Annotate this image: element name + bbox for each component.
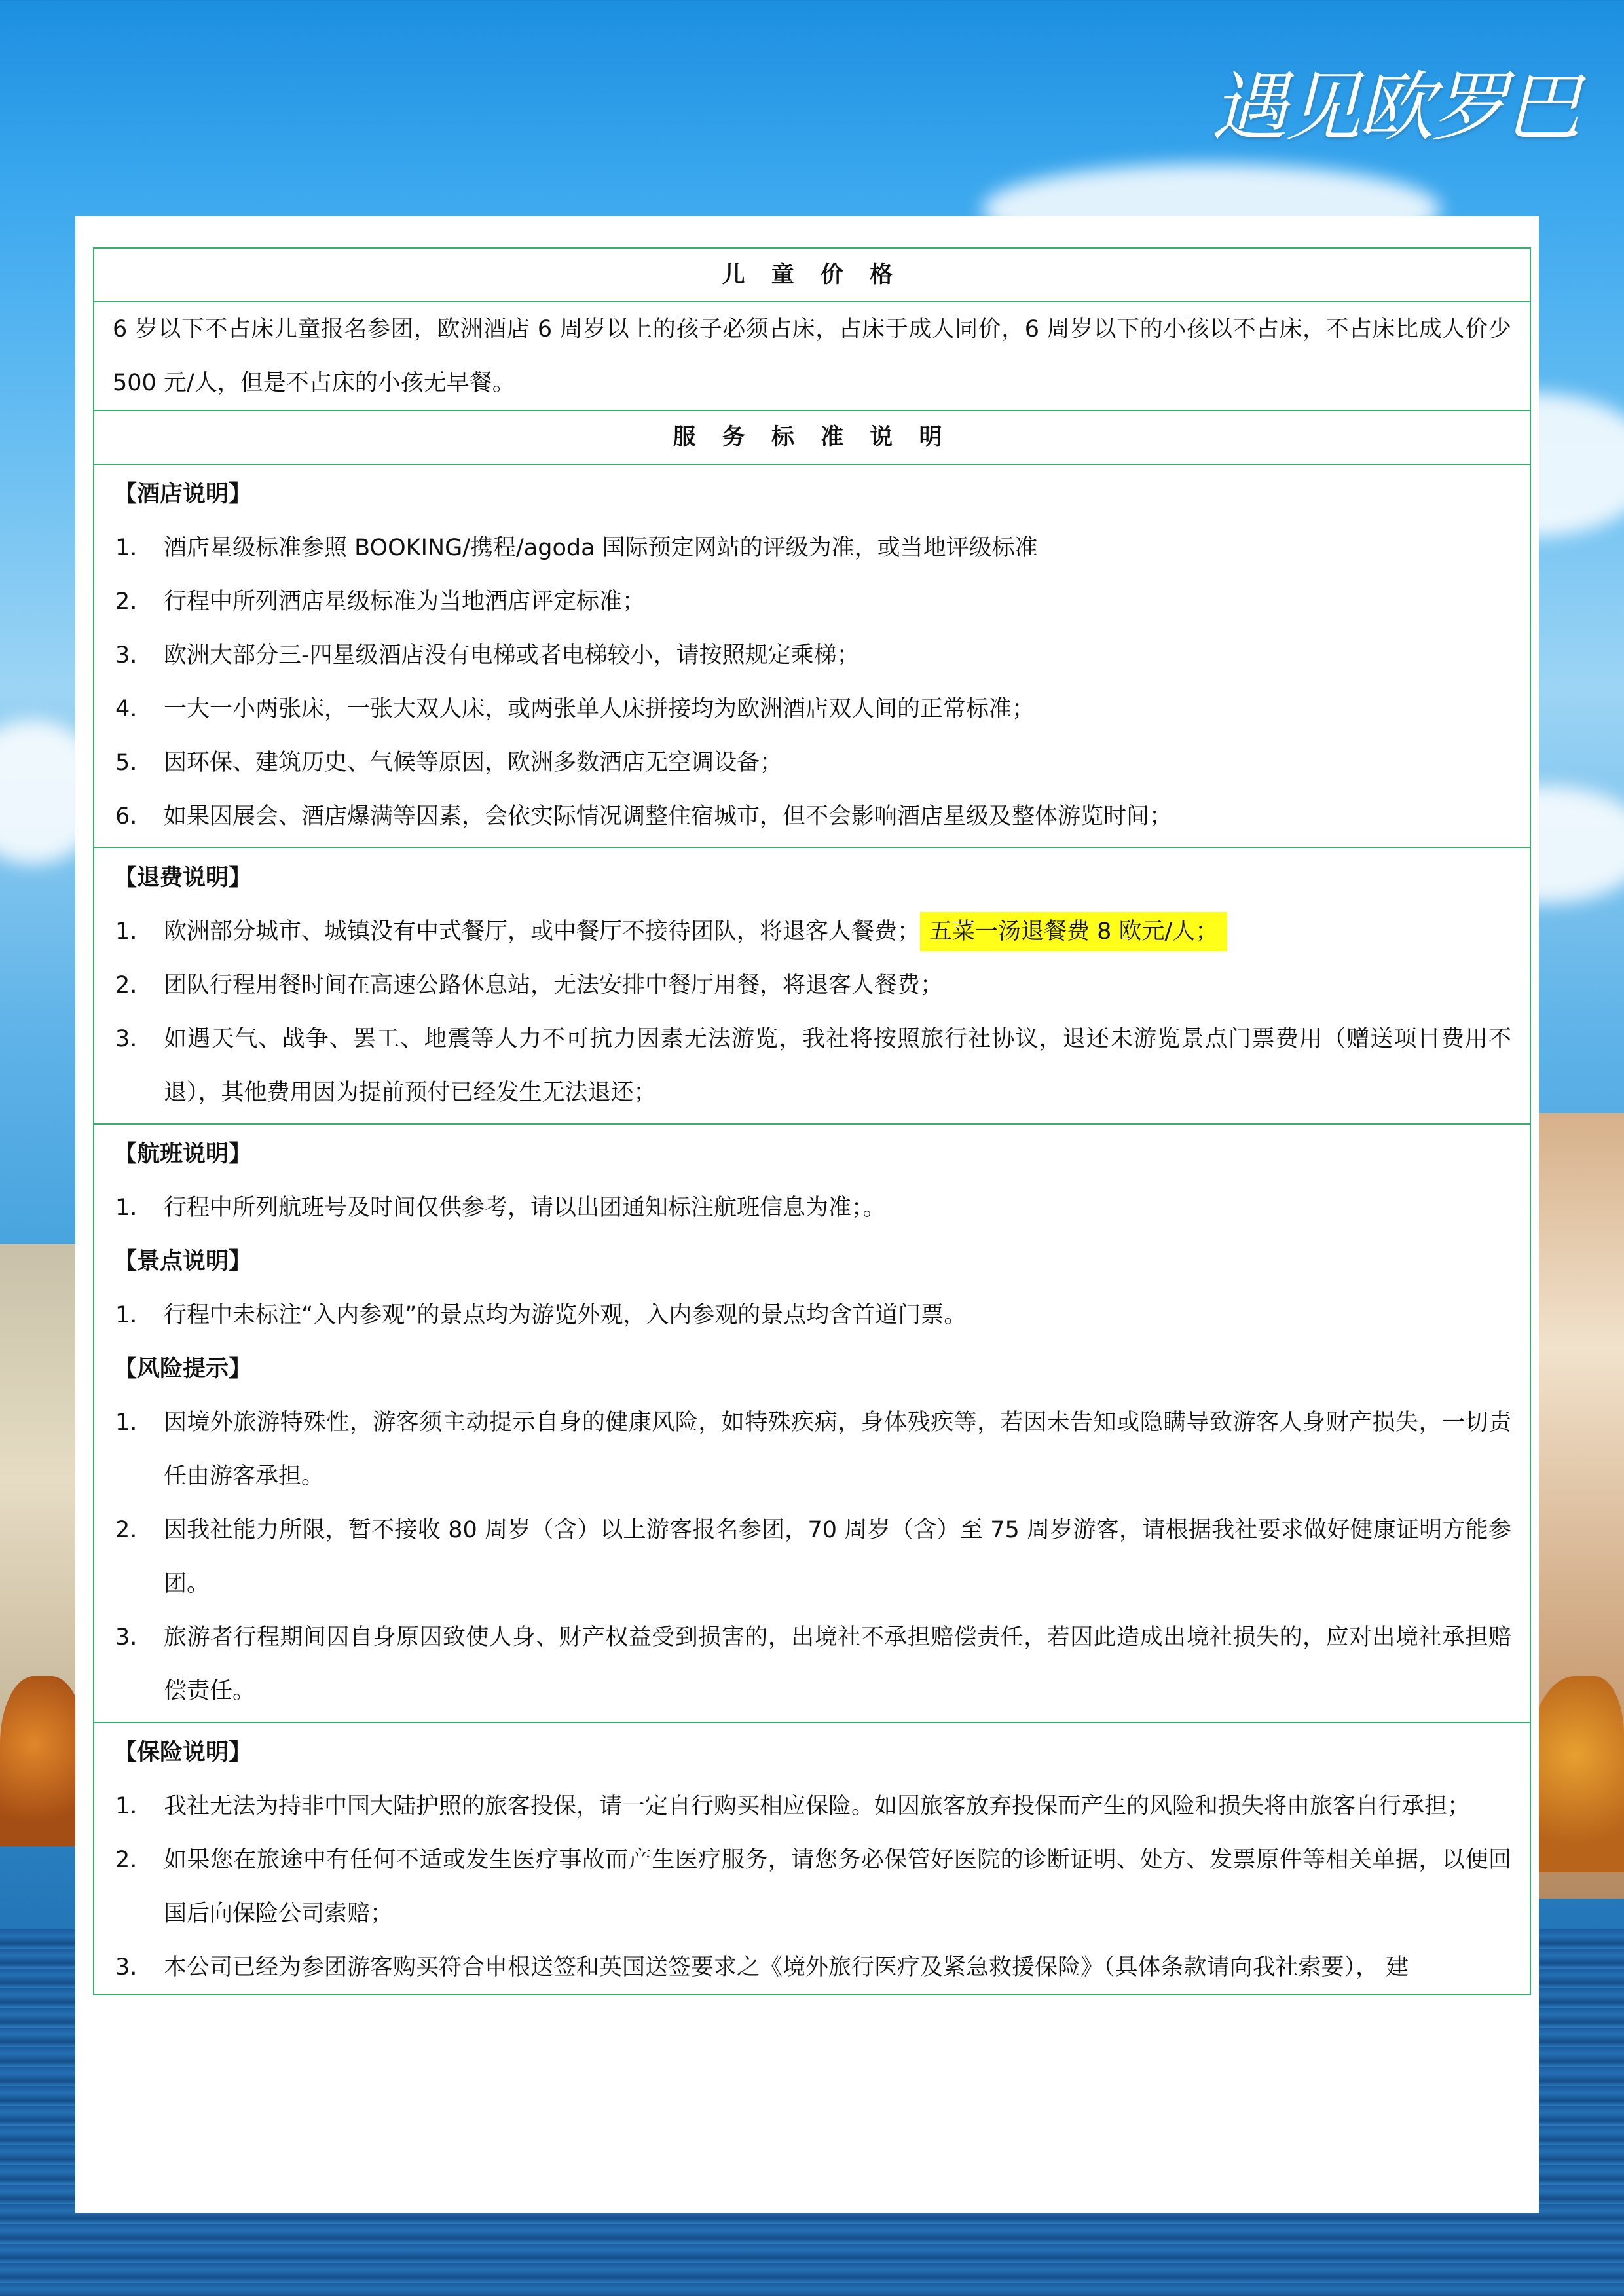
background-tree-right <box>1526 1676 1624 1872</box>
item-text: 旅游者行程期间因自身原因致使人身、财产权益受到损害的，出境社不承担赔偿责任，若因此造成出境社损失的，应对出境社承担赔偿责任。 <box>164 1624 1511 1704</box>
flight-heading: 【航班说明】 <box>114 1141 252 1167</box>
list-item <box>94 1181 1530 1235</box>
list-item <box>94 905 1530 958</box>
item-number: 3. <box>115 1624 138 1650</box>
item-text: 如果因展会、酒店爆满等因素，会依实际情况调整住宿城市，但不会影响酒店星级及整体游览时间； <box>164 803 1173 829</box>
refund-heading: 【退费说明】 <box>114 865 252 891</box>
insurance-heading: 【保险说明】 <box>114 1740 252 1766</box>
list-item <box>94 1611 1530 1718</box>
item-text: 酒店星级标准参照 BOOKING/携程/agoda 国际预定网站的评级为准，或当地评级标准 <box>164 535 1038 561</box>
refund-highlight: 五菜一汤退餐费 8 欧元/人； <box>920 912 1227 951</box>
list-item <box>94 521 1530 575</box>
list-item <box>94 1779 1530 1833</box>
list-item <box>94 736 1530 790</box>
item-text: 团队行程用餐时间在高速公路休息站，无法安排中餐厅用餐，将退客人餐费； <box>164 972 944 998</box>
item-text: 行程中未标注“入内参观”的景点均为游览外观，入内参观的景点均含首道门票。 <box>164 1302 967 1328</box>
item-number: 2. <box>115 589 138 615</box>
hotel-heading: 【酒店说明】 <box>114 481 252 507</box>
list-item <box>94 958 1530 1012</box>
item-text: 我社无法为持非中国大陆护照的旅客投保，请一定自行购买相应保险。如因旅客放弃投保而产生的风险和损失将由旅客自行承担； <box>164 1793 1471 1819</box>
list-item <box>94 1833 1530 1941</box>
item-text: 如遇天气、战争、罢工、地震等人力不可抗力因素无法游览，我社将按照旅行社协议，退还未游览景点门票费用（赠送项目费用不退），其他费用因为提前预付已经发生无法退还； <box>164 1026 1511 1106</box>
item-number: 6. <box>115 803 138 829</box>
item-text: 欧洲大部分三-四星级酒店没有电梯或者电梯较小，请按照规定乘梯； <box>164 642 860 668</box>
brand-logo: 遇见欧罗巴 <box>1211 64 1578 152</box>
list-item <box>94 1396 1530 1503</box>
refund-section <box>93 848 1531 1125</box>
service-standard-title: 服 务 标 准 说 明 <box>673 424 951 450</box>
sights-heading: 【景点说明】 <box>114 1248 252 1275</box>
item-number: 1. <box>115 1302 138 1328</box>
item-text: 如果您在旅途中有任何不适或发生医疗事故而产生医疗服务，请您务必保管好医院的诊断证明、处方、发票原件等相关单据，以便回国后向保险公司索赔； <box>164 1847 1511 1927</box>
item-number: 3. <box>115 642 138 668</box>
list-item <box>94 1288 1530 1342</box>
item-text: 一大一小两张床，一张大双人床，或两张单人床拼接均为欧洲酒店双人间的正常标准； <box>164 696 1035 722</box>
list-item <box>94 682 1530 736</box>
item-number: 2. <box>115 972 138 998</box>
item-text: 行程中所列酒店星级标准为当地酒店评定标准； <box>164 589 646 615</box>
list-item <box>94 790 1530 843</box>
item-number: 3. <box>115 1026 138 1052</box>
item-number: 1. <box>115 535 138 561</box>
item-text: 本公司已经为参团游客购买符合申根送签和英国送签要求之《境外旅行医疗及紧急救援保险》（具体条款请向我社索要）， 建 <box>164 1954 1409 1980</box>
item-text: 因我社能力所限，暂不接收 80 周岁（含）以上游客报名参团，70 周岁（含）至 75 周岁游客，请根据我社要求做好健康证明方能参团。 <box>164 1517 1511 1597</box>
item-text: 行程中所列航班号及时间仅供参考，请以出团通知标注航班信息为准；。 <box>164 1195 886 1221</box>
notes-section <box>93 1125 1531 1723</box>
item-number: 1. <box>115 1195 138 1221</box>
background-tree-left <box>0 1676 85 1846</box>
insurance-section <box>93 1723 1531 1995</box>
item-number: 4. <box>115 696 138 722</box>
item-text: 因环保、建筑历史、气候等原因，欧洲多数酒店无空调设备； <box>164 750 783 776</box>
item-text <box>164 905 1511 958</box>
hotel-section <box>93 465 1531 848</box>
item-number: 2. <box>115 1847 138 1873</box>
document-content <box>93 247 1531 1995</box>
risk-heading: 【风险提示】 <box>114 1356 252 1382</box>
item-number: 1. <box>115 1793 138 1819</box>
item-number: 2. <box>115 1517 138 1543</box>
list-item <box>94 1941 1530 1994</box>
refund-item-text: 欧洲部分城市、城镇没有中式餐厅，或中餐厅不接待团队，将退客人餐费； <box>164 919 921 945</box>
list-item <box>94 1503 1530 1611</box>
list-item <box>94 1012 1530 1120</box>
children-price-title: 儿 童 价 格 <box>94 249 1530 302</box>
item-number: 5. <box>115 750 138 776</box>
item-text: 因境外旅游特殊性，游客须主动提示自身的健康风险，如特殊疾病，身体残疾等，若因未告知或隐瞒导致游客人身财产损失，一切责任由游客承担。 <box>164 1410 1511 1489</box>
service-standard-title-row <box>93 411 1531 465</box>
item-number: 1. <box>115 919 138 945</box>
children-price-text: 6 岁以下不占床儿童报名参团，欧洲酒店 6 周岁以上的孩子必须占床，占床于成人同价，6 周岁以下的小孩以不占床，不占床比成人价少 500 元/人，但是不占床的小孩无早餐。 <box>113 316 1511 396</box>
item-number: 3. <box>115 1954 138 1980</box>
item-number: 1. <box>115 1410 138 1436</box>
list-item <box>94 629 1530 682</box>
list-item <box>94 575 1530 629</box>
children-price-section <box>93 247 1531 411</box>
